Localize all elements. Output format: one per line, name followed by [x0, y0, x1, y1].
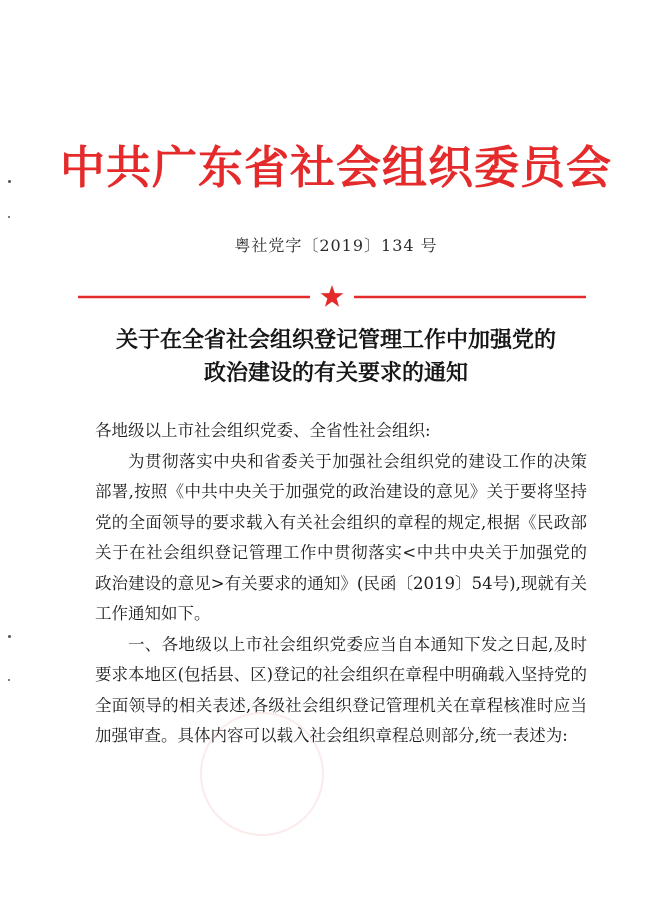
red-star-icon	[321, 285, 344, 307]
red-divider	[78, 284, 586, 308]
title-line-2: 政治建设的有关要求的通知	[203, 360, 468, 386]
body-paragraph: 一、各地级以上市社会组织党委应当自本通知下发之日起,及时要求本地区(包括县、区)登记的社会组织在章程中明确载入坚持党的全面领导的相关表述,各级社会组织登记管理机关在章程核准时应当加强审查。具体内容可以载入社会组织章程总则部分,统一表述为:	[95, 634, 587, 745]
body-paragraph: 为贯彻落实中央和省委关于加强社会组织党的建设工作的决策部署,按照《中共中央关于加强党的政治建设的意见》关于要将坚持党的全面领导的要求载入有关社会组织的章程的规定,根据《民政部关于在社会组织登记管理工作中贯彻落实<中共中央关于加强党的政治建设的意见>有关要求的通知》(民函〔2019〕54号),现就有关工作通知如下。	[95, 451, 587, 623]
issuer-heading: 中共广东省社会组织委员会	[59, 141, 612, 194]
document-number: 粤社党字〔2019〕134 号	[234, 236, 438, 255]
faint-seal	[200, 712, 324, 836]
salutation: 各地级以上市社会组织党委、全省性社会组织:	[95, 421, 431, 440]
scan-mark	[8, 635, 11, 638]
scan-mark	[8, 216, 10, 218]
scan-mark	[8, 679, 10, 681]
document-body	[95, 416, 587, 752]
title-line-1: 关于在全省社会组织登记管理工作中加强党的	[115, 327, 556, 353]
document-title	[60, 324, 612, 390]
